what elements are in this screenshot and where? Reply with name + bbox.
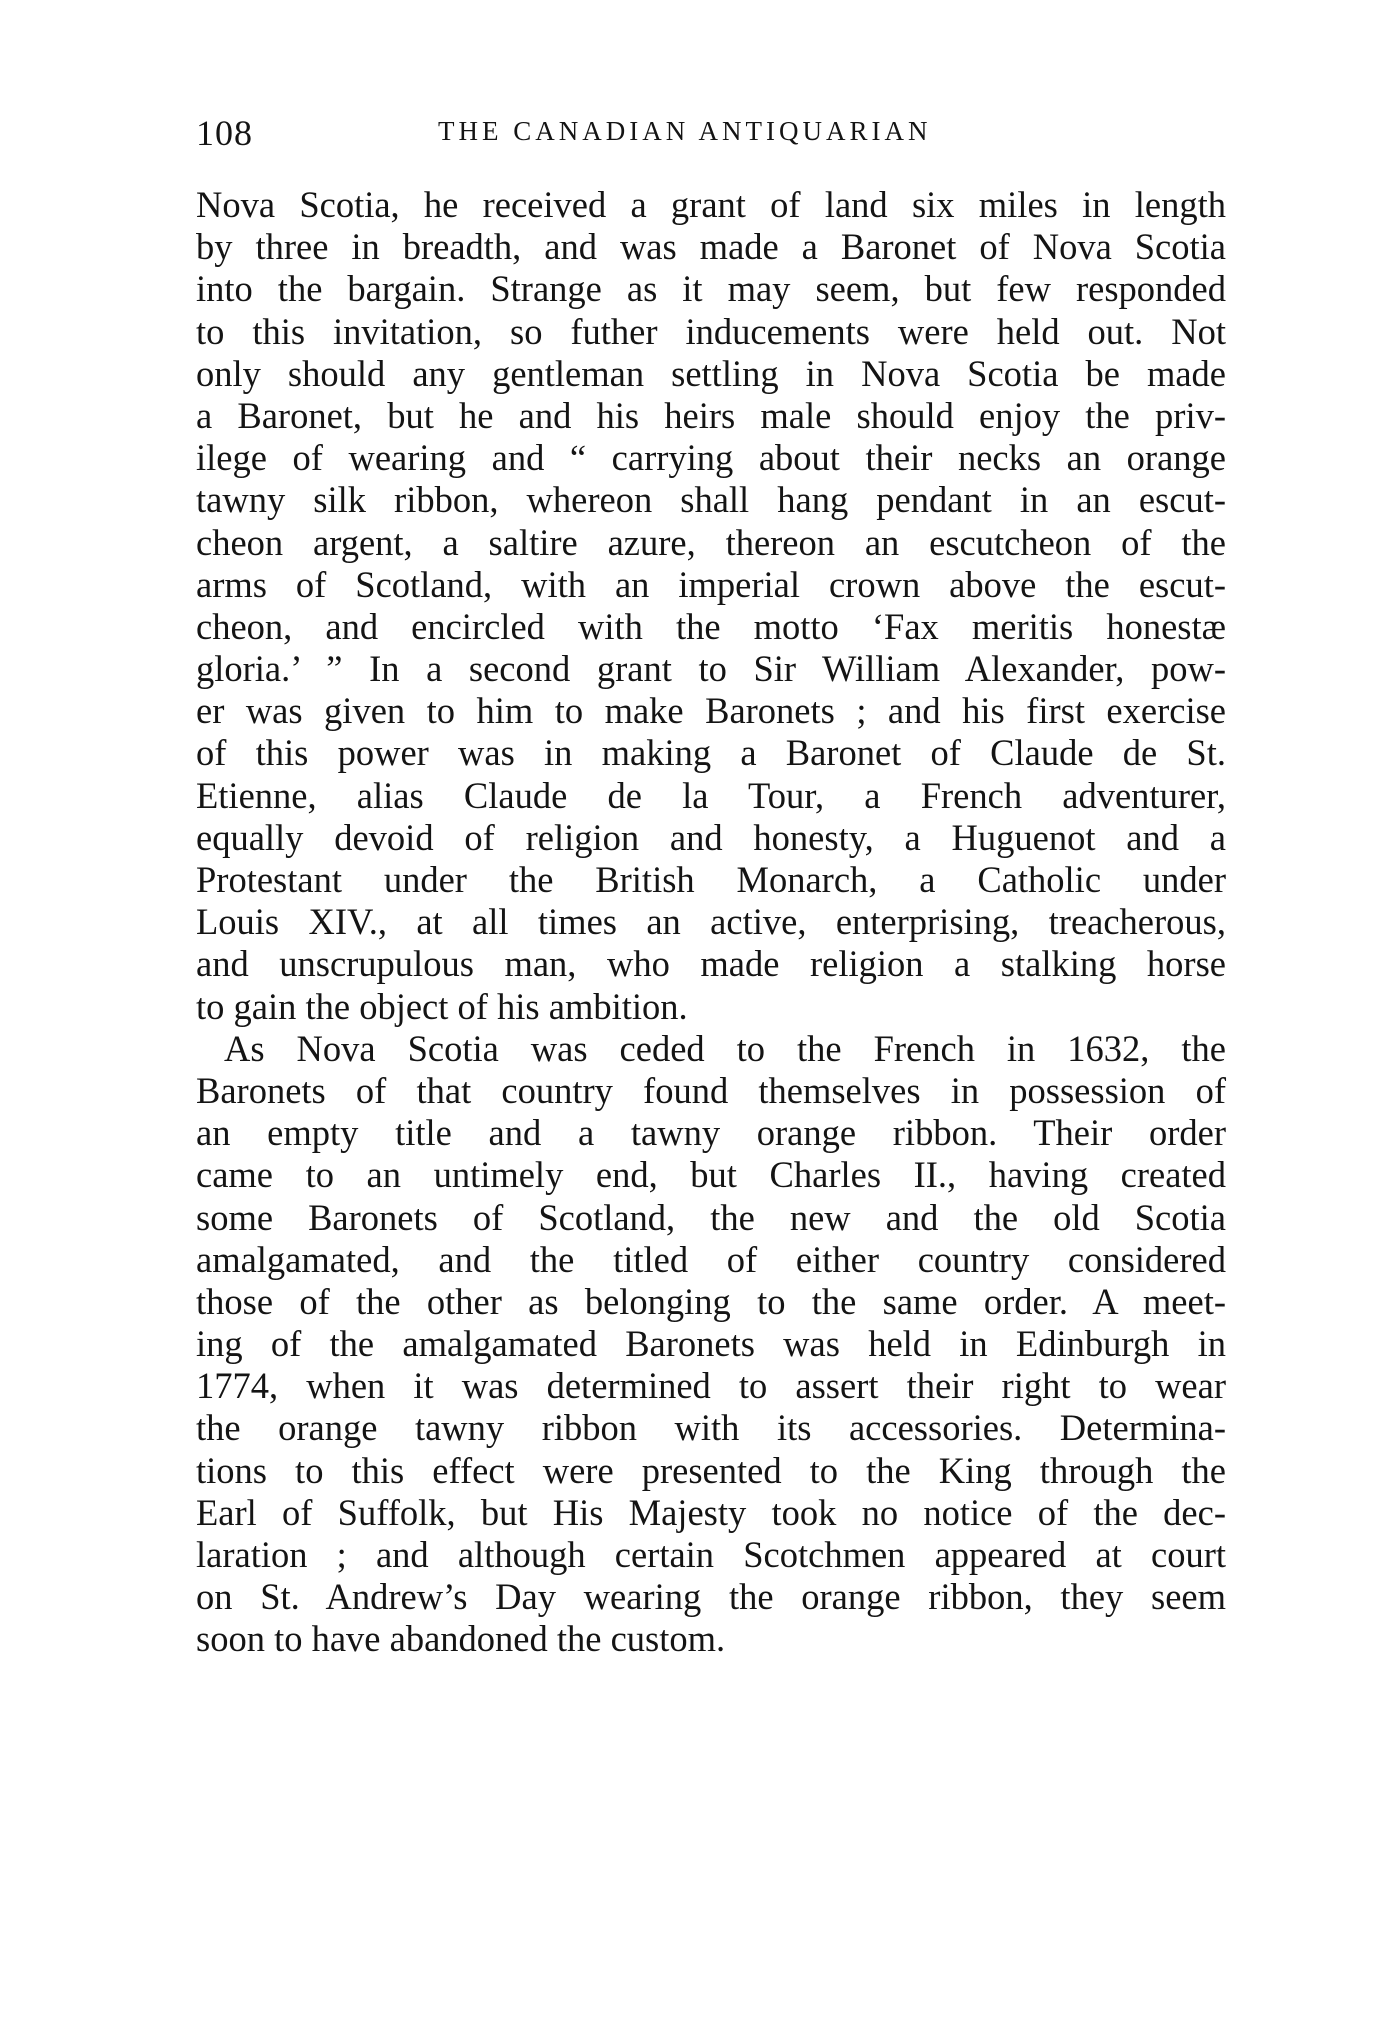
text-line: the orange tawny ribbon with its accessories. Determina- (196, 1407, 1226, 1449)
text-line: of this power was in making a Baronet of Claude de St. (196, 732, 1226, 774)
text-line: amalgamated, and the titled of either country considered (196, 1238, 1226, 1280)
text-line: into the bargain. Strange as it may seem, but few responded (196, 268, 1226, 310)
text-line: Earl of Suffolk, but His Majesty took no notice of the dec- (196, 1491, 1226, 1533)
text-line: 1774, when it was determined to assert their right to wear (196, 1365, 1226, 1407)
text-line: cheon, and encircled with the motto ‘Fax meritis honestæ (196, 605, 1226, 647)
text-line: soon to have abandoned the custom. (196, 1618, 726, 1660)
text-line: arms of Scotland, with an imperial crown above the escut- (196, 563, 1226, 605)
text-line: equally devoid of religion and honesty, a Huguenot and a (196, 816, 1226, 858)
body-text (196, 184, 1226, 1661)
text-line: an empty title and a tawny orange ribbon. Their order (196, 1112, 1226, 1154)
text-line: to gain the object of his ambition. (196, 985, 688, 1027)
text-line: ing of the amalgamated Baronets was held in Edinburgh in (196, 1323, 1226, 1365)
text-line: Baronets of that country found themselves in possession of (196, 1069, 1226, 1111)
text-line: laration ; and although certain Scotchmen appeared at court (196, 1534, 1226, 1575)
text-line: Protestant under the British Monarch, a Catholic under (196, 859, 1226, 900)
text-line: a Baronet, but he and his heirs male should enjoy the priv- (196, 394, 1226, 436)
text-line: some Baronets of Scotland, the new and the old Scotia (196, 1196, 1226, 1238)
text-line: er was given to him to make Baronets ; and his first exercise (196, 690, 1226, 732)
text-line: and unscrupulous man, who made religion a stalking horse (196, 943, 1226, 985)
text-line: ilege of wearing and “ carrying about their necks an orange (196, 437, 1226, 479)
page-header (196, 112, 1226, 152)
text-line: gloria.’ ” In a second grant to Sir William Alexander, pow- (196, 648, 1226, 690)
text-line: came to an untimely end, but Charles II., having created (196, 1154, 1226, 1196)
text-line: by three in breadth, and was made a Baronet of Nova Scotia (196, 226, 1226, 268)
text-line: those of the other as belonging to the same order. A meet- (196, 1280, 1226, 1322)
text-line: cheon argent, a saltire azure, thereon an escutcheon of the (196, 521, 1226, 563)
text-line: Etienne, alias Claude de la Tour, a French adventurer, (196, 774, 1226, 816)
text-line: tions to this effect were presented to the King through the (196, 1449, 1226, 1491)
text-line: only should any gentleman settling in Nova Scotia be made (196, 352, 1226, 394)
running-head: THE CANADIAN ANTIQUARIAN (438, 116, 932, 146)
page-number: 108 (196, 113, 253, 153)
text-line: As Nova Scotia was ceded to the French in 1632, the (224, 1027, 1226, 1069)
text-line: Louis XIV., at all times an active, enterprising, treacherous, (196, 901, 1226, 943)
text-line: on St. Andrew’s Day wearing the orange ribbon, they seem (196, 1576, 1226, 1618)
text-line: tawny silk ribbon, whereon shall hang pendant in an escut- (196, 479, 1226, 521)
text-line: Nova Scotia, he received a grant of land six miles in length (196, 184, 1226, 225)
text-line: to this invitation, so futher inducements were held out. Not (196, 310, 1226, 352)
